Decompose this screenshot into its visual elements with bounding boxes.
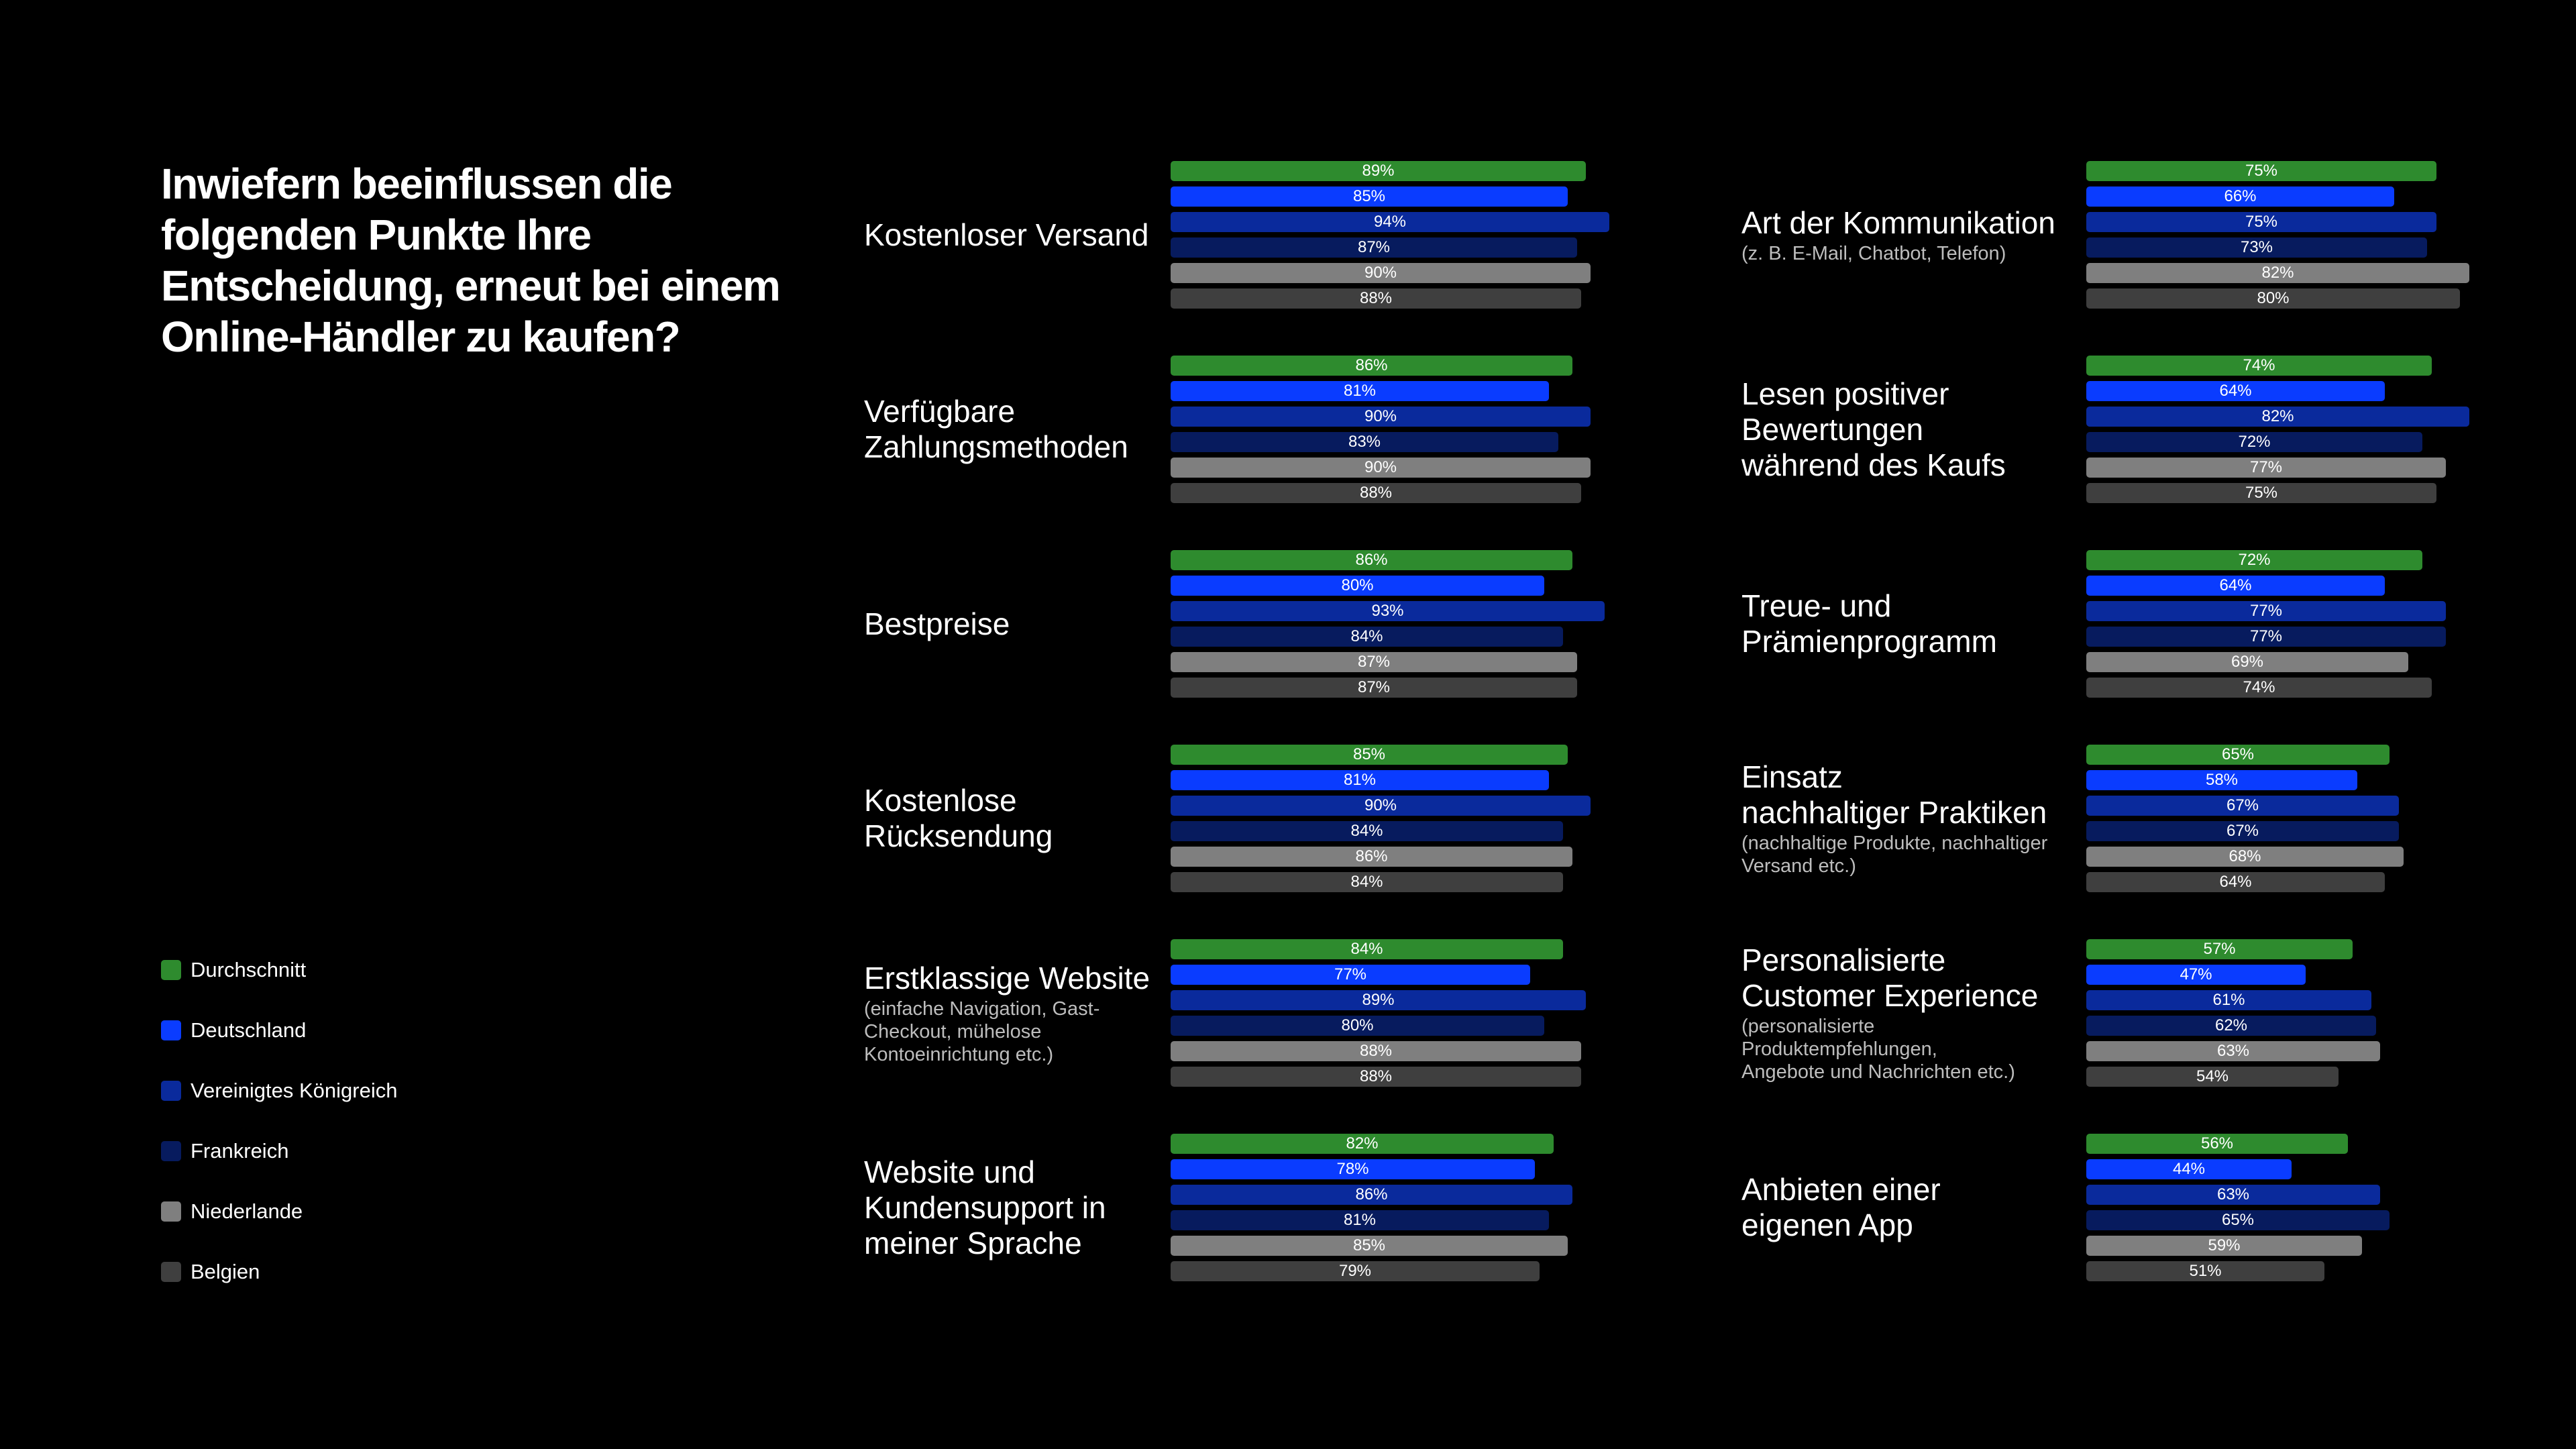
- bar-value-label: 88%: [1359, 1042, 1393, 1060]
- bar: [1171, 237, 1577, 258]
- bar-value-label: 74%: [2243, 356, 2275, 374]
- bar: [1171, 1041, 1581, 1061]
- bar: [2086, 965, 2306, 985]
- category-subtitle-line: Checkout, mühelose: [864, 1021, 1042, 1042]
- bar: [2086, 263, 2469, 283]
- bar: [2086, 1185, 2380, 1205]
- bar-value-label: 78%: [1336, 1160, 1369, 1178]
- bar: [1171, 483, 1581, 503]
- bar: [1171, 1067, 1581, 1087]
- category-subtitle-line: Kontoeinrichtung etc.): [864, 1044, 1054, 1065]
- legend-swatch: [161, 1262, 181, 1282]
- category-title-line: Kundensupport in: [864, 1190, 1106, 1225]
- legend-swatch: [161, 1201, 181, 1222]
- bar-value-label: 79%: [1338, 1262, 1372, 1280]
- bar: [1171, 407, 1591, 427]
- bar-value-label: 47%: [2180, 965, 2212, 983]
- bar: [2086, 1016, 2376, 1036]
- bar-value-label: 84%: [1350, 822, 1383, 840]
- legend-label: Vereinigtes Königreich: [191, 1079, 398, 1102]
- bar-value-label: 72%: [2238, 551, 2271, 569]
- category-label: [1741, 1172, 1941, 1243]
- bar: [1171, 1261, 1540, 1281]
- category-title-line: Personalisierte: [1741, 943, 1946, 977]
- legend-item: [161, 1138, 288, 1165]
- bar-value-label: 85%: [1352, 745, 1386, 763]
- bar-value-label: 66%: [2224, 187, 2257, 205]
- category-title-line: Anbieten einer: [1741, 1172, 1941, 1207]
- legend-swatch: [161, 960, 181, 980]
- bar-value-label: 65%: [2221, 1211, 2255, 1229]
- bar: [2086, 356, 2432, 376]
- bar-value-label: 77%: [2249, 602, 2283, 620]
- category-title-line: Website und: [864, 1155, 1035, 1189]
- bar-value-label: 54%: [2196, 1067, 2229, 1085]
- bar: [1171, 965, 1530, 985]
- category-label: [864, 217, 1149, 253]
- bar: [1171, 821, 1563, 841]
- bar: [2086, 601, 2446, 621]
- category-subtitle-line: (z. B. E-Mail, Chatbot, Telefon): [1741, 243, 2006, 264]
- bar: [2086, 458, 2446, 478]
- bar: [1171, 1210, 1549, 1230]
- bar: [2086, 1261, 2324, 1281]
- category-label: [1741, 759, 2047, 877]
- bar-value-label: 67%: [2226, 822, 2259, 840]
- category-title-line: nachhaltiger Praktiken: [1741, 795, 2047, 830]
- legend-label: Durchschnitt: [191, 958, 307, 981]
- category-title-line: Prämienprogramm: [1741, 624, 1997, 659]
- bar-value-label: 89%: [1362, 162, 1395, 180]
- bar-value-label: 65%: [2221, 745, 2255, 763]
- category-title-line: Treue- und: [1741, 588, 1892, 623]
- bar: [2086, 550, 2422, 570]
- bar-value-label: 77%: [2249, 627, 2283, 645]
- bar: [2086, 576, 2385, 596]
- category-subtitle: [1741, 242, 2055, 265]
- bar-value-label: 73%: [2240, 238, 2273, 256]
- bar: [1171, 627, 1563, 647]
- bar-value-label: 75%: [2245, 213, 2278, 231]
- bar: [2086, 161, 2436, 181]
- category-subtitle-line: (nachhaltige Produkte, nachhaltiger: [1741, 833, 2048, 854]
- bar: [1171, 1134, 1554, 1154]
- bar-value-label: 58%: [2205, 771, 2239, 789]
- bar: [1171, 678, 1577, 698]
- bar-value-label: 44%: [2172, 1160, 2206, 1178]
- bar-value-label: 86%: [1355, 847, 1388, 865]
- bar: [2086, 407, 2469, 427]
- bar: [1171, 1185, 1572, 1205]
- category-title-line: eigenen App: [1741, 1208, 1913, 1242]
- legend-label: Belgien: [191, 1260, 260, 1283]
- bar: [1171, 432, 1558, 452]
- category-label: [864, 394, 1128, 465]
- bar: [2086, 652, 2408, 672]
- bar-value-label: 82%: [2261, 264, 2294, 282]
- category-subtitle: [1741, 1015, 2038, 1083]
- page-title: Inwiefern beeinflussen die folgenden Punkte Ihre Entscheidung, erneut bei einem Online-Händler zu kaufen?: [161, 160, 780, 361]
- bar: [2086, 770, 2357, 790]
- bar-value-label: 81%: [1343, 1211, 1377, 1229]
- category-title-line: während des Kaufs: [1741, 447, 2006, 482]
- category-title-line: Customer Experience: [1741, 978, 2039, 1013]
- bar: [2086, 212, 2436, 232]
- bar: [1171, 576, 1544, 596]
- legend-item: [161, 1198, 303, 1225]
- bar-value-label: 81%: [1343, 382, 1377, 400]
- bar-value-label: 85%: [1352, 187, 1386, 205]
- bar-value-label: 90%: [1364, 407, 1397, 425]
- bar: [1171, 745, 1568, 765]
- legend-item: [161, 1017, 306, 1044]
- bar: [1171, 381, 1549, 401]
- bar-value-label: 80%: [1341, 576, 1374, 594]
- bar: [2086, 939, 2353, 959]
- category-label: [1741, 588, 1997, 659]
- bar: [1171, 161, 1586, 181]
- bar-value-label: 87%: [1357, 678, 1391, 696]
- bar-value-label: 85%: [1352, 1236, 1386, 1254]
- bar: [2086, 847, 2404, 867]
- bar: [1171, 1016, 1544, 1036]
- bar-value-label: 72%: [2238, 433, 2271, 451]
- bar-value-label: 68%: [2229, 847, 2261, 865]
- category-subtitle: [864, 998, 1150, 1066]
- category-title-line: Lesen positiver: [1741, 376, 1949, 411]
- category-label: [864, 783, 1053, 854]
- category-subtitle: [1741, 832, 2047, 877]
- bar: [2086, 678, 2432, 698]
- bar: [1171, 356, 1572, 376]
- category-subtitle-line: (einfache Navigation, Gast-: [864, 998, 1100, 1020]
- bar: [1171, 1236, 1568, 1256]
- bar: [2086, 288, 2460, 309]
- bar: [1171, 263, 1591, 283]
- bar: [2086, 1134, 2348, 1154]
- bar-value-label: 86%: [1355, 356, 1388, 374]
- bar: [2086, 821, 2399, 841]
- category-title-line: Bewertungen: [1741, 412, 1924, 447]
- bar-value-label: 56%: [2200, 1134, 2234, 1152]
- category-title-line: Einsatz: [1741, 759, 1843, 794]
- bar-value-label: 77%: [2249, 458, 2283, 476]
- bar: [2086, 1041, 2380, 1061]
- bar: [2086, 381, 2385, 401]
- category-title-line: Art der Kommunikation: [1741, 205, 2055, 240]
- legend-item: [161, 1258, 260, 1285]
- bar-value-label: 64%: [2219, 576, 2252, 594]
- category-title-line: Verfügbare: [864, 394, 1016, 429]
- bar-value-label: 51%: [2189, 1262, 2222, 1280]
- category-label: [864, 1155, 1106, 1261]
- category-label: [864, 606, 1010, 642]
- bar-value-label: 88%: [1359, 1067, 1393, 1085]
- bar: [2086, 745, 2390, 765]
- bar: [1171, 939, 1563, 959]
- bar-value-label: 88%: [1359, 289, 1393, 307]
- bar-value-label: 80%: [2257, 289, 2290, 307]
- bar-value-label: 59%: [2208, 1236, 2241, 1254]
- bar-value-label: 83%: [1348, 433, 1381, 451]
- bar: [2086, 483, 2436, 503]
- legend-swatch: [161, 1020, 181, 1040]
- bar: [1171, 796, 1591, 816]
- bar-value-label: 80%: [1341, 1016, 1374, 1034]
- category-subtitle-line: Produktempfehlungen,: [1741, 1038, 1937, 1060]
- bar-value-label: 89%: [1362, 991, 1395, 1009]
- bar-value-label: 77%: [1334, 965, 1367, 983]
- bar-value-label: 75%: [2245, 484, 2278, 502]
- legend-item: [161, 1077, 397, 1104]
- bar-value-label: 90%: [1364, 264, 1397, 282]
- bar-value-label: 67%: [2226, 796, 2259, 814]
- legend-label: Frankreich: [191, 1139, 289, 1163]
- category-title-line: Kostenloser Versand: [864, 217, 1149, 252]
- bar-value-label: 61%: [2212, 991, 2245, 1009]
- bar-value-label: 63%: [2216, 1185, 2250, 1203]
- category-label: [1741, 943, 2038, 1083]
- bar: [1171, 990, 1586, 1010]
- bar-value-label: 94%: [1373, 213, 1407, 231]
- bar: [1171, 550, 1572, 570]
- category-subtitle-line: Angebote und Nachrichten etc.): [1741, 1061, 2015, 1083]
- category-subtitle-line: Versand etc.): [1741, 855, 1856, 877]
- bar: [2086, 237, 2427, 258]
- bar-value-label: 84%: [1350, 873, 1383, 891]
- bar: [1171, 847, 1572, 867]
- category-label: [1741, 376, 2006, 483]
- bar: [2086, 872, 2385, 892]
- bar-value-label: 82%: [2261, 407, 2294, 425]
- category-label: [864, 961, 1150, 1066]
- category-title-line: Kostenlose: [864, 783, 1017, 818]
- bar: [2086, 990, 2371, 1010]
- category-title-line: Bestpreise: [864, 606, 1010, 641]
- bar-value-label: 69%: [2231, 653, 2264, 671]
- bar: [1171, 770, 1549, 790]
- bar-value-label: 75%: [2245, 162, 2278, 180]
- bar-value-label: 84%: [1350, 940, 1383, 958]
- bar-value-label: 86%: [1355, 551, 1388, 569]
- bar: [1171, 1159, 1535, 1179]
- legend-swatch: [161, 1081, 181, 1101]
- category-title-line: Zahlungsmethoden: [864, 429, 1128, 464]
- bar: [1171, 458, 1591, 478]
- bar-value-label: 64%: [2219, 382, 2252, 400]
- bar-value-label: 62%: [2214, 1016, 2248, 1034]
- bar-value-label: 57%: [2203, 940, 2236, 958]
- category-title-line: meiner Sprache: [864, 1226, 1082, 1260]
- bar: [1171, 872, 1563, 892]
- bar: [2086, 432, 2422, 452]
- legend-item: [161, 957, 306, 983]
- bar: [2086, 796, 2399, 816]
- bar-value-label: 87%: [1357, 653, 1391, 671]
- bar: [2086, 1067, 2339, 1087]
- bar-value-label: 90%: [1364, 458, 1397, 476]
- bar-value-label: 74%: [2243, 678, 2275, 696]
- bar-value-label: 87%: [1357, 238, 1391, 256]
- bar: [2086, 627, 2446, 647]
- category-subtitle-line: (personalisierte: [1741, 1016, 1875, 1037]
- legend-swatch: [161, 1141, 181, 1161]
- bar: [1171, 212, 1609, 232]
- bar-value-label: 64%: [2219, 873, 2252, 891]
- category-title-line: Erstklassige Website: [864, 961, 1150, 996]
- bar-value-label: 84%: [1350, 627, 1383, 645]
- bar: [2086, 1159, 2292, 1179]
- bar: [2086, 186, 2394, 207]
- bar-value-label: 82%: [1346, 1134, 1379, 1152]
- bar-value-label: 93%: [1371, 602, 1404, 620]
- category-title-line: Rücksendung: [864, 818, 1053, 853]
- bar: [2086, 1210, 2390, 1230]
- bar: [1171, 601, 1605, 621]
- category-label: [1741, 205, 2055, 265]
- legend-label: Niederlande: [191, 1199, 303, 1223]
- bar-value-label: 88%: [1359, 484, 1393, 502]
- legend-label: Deutschland: [191, 1018, 307, 1042]
- bar: [1171, 186, 1568, 207]
- bar-value-label: 63%: [2216, 1042, 2250, 1060]
- bar: [1171, 288, 1581, 309]
- bar-value-label: 86%: [1355, 1185, 1388, 1203]
- bar-value-label: 90%: [1364, 796, 1397, 814]
- bar-value-label: 81%: [1343, 771, 1377, 789]
- bar: [2086, 1236, 2362, 1256]
- bar: [1171, 652, 1577, 672]
